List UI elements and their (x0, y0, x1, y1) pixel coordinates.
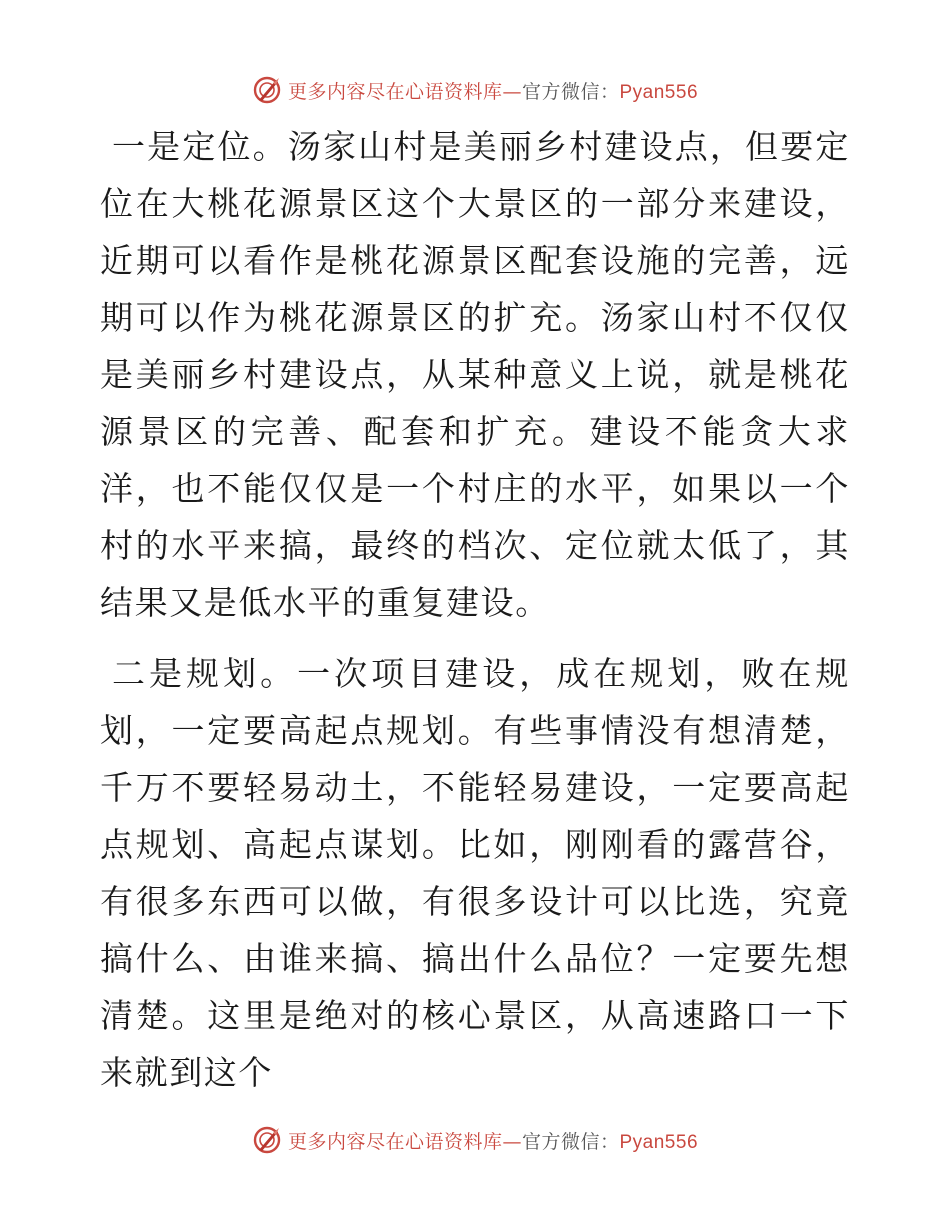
paragraph-positioning: 一是定位。汤家山村是美丽乡村建设点，但要定位在大桃花源景区这个大景区的一部分来建设，近期可以看作是桃花源景区配套设施的完善，远期可以作为桃花源景区的扩充。汤家山村不仅仅是美丽乡村建设点，从某种意义上说，就是桃花源景区的完善、配套和扩充。建设不能贪大求洋，也不能仅仅是一个村庄的水平，如果以一个村的水平来搞，最终的档次、定位就太低了，其结果又是低水平的重复建设。 (100, 127, 850, 622)
footer-banner (0, 1120, 950, 1160)
footer-banner-id: Pyan556 (619, 1131, 699, 1153)
quill-pen-logo-icon (252, 75, 282, 105)
footer-banner-wx: 官方微信： (521, 1130, 620, 1153)
footer-banner-cn: 更多内容尽在心语资料库— (287, 1130, 522, 1153)
header-banner-cn: 更多内容尽在心语资料库— (287, 80, 522, 103)
paragraph-planning: 二是规划。一次项目建设，成在规划，败在规划，一定要高起点规划。有些事情没有想清楚，千万不要轻易动土，不能轻易建设，一定要高起点规划、高起点谋划。比如，刚刚看的露营谷，有很多东西可以做，有很多设计可以比选，究竟搞什么、由谁来搞、搞出什么品位？一定要先想清楚。这里是绝对的核心景区，从高速路口一下来就到这个 (100, 654, 850, 1092)
header-banner-id: Pyan556 (619, 81, 699, 103)
document-body (100, 118, 850, 1115)
footer-banner-text (288, 1127, 698, 1154)
header-banner (0, 70, 950, 110)
header-banner-text (288, 77, 698, 104)
header-banner-wx: 官方微信： (521, 80, 620, 103)
quill-pen-logo-icon (252, 1125, 282, 1155)
